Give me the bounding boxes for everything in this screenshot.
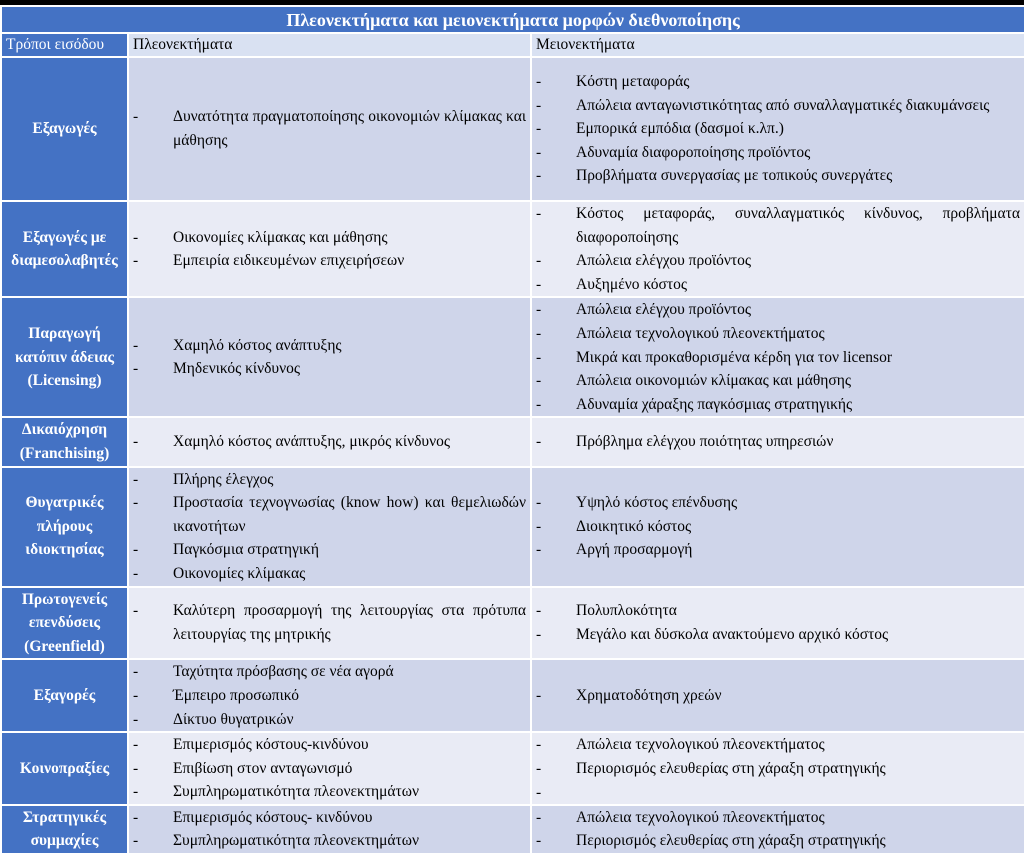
list-item <box>129 829 530 853</box>
bullet-dash: - <box>133 108 139 126</box>
bullet-dash: - <box>536 252 542 270</box>
list-item-text: Δίκτυο θυγατρικών <box>173 710 294 728</box>
list-item-text: Αυξημένο κόστος <box>576 275 688 293</box>
list-item-text: Περιορισμός ελευθερίας στη χάραξη στρατηγικής <box>576 832 886 850</box>
list-item <box>129 249 530 273</box>
list-item <box>532 141 1024 165</box>
disadvantages-cell <box>531 587 1024 660</box>
list-item <box>532 623 1024 647</box>
list-item <box>532 164 1024 188</box>
advantages-list <box>129 660 530 731</box>
table-row <box>1 659 1024 732</box>
bullet-dash: - <box>536 759 542 777</box>
list-item-text: Οικονομίες κλίμακας και μάθησης <box>173 228 388 246</box>
bullet-dash: - <box>536 73 542 91</box>
list-item <box>532 781 1024 804</box>
list-item <box>532 538 1024 562</box>
bullet-dash: - <box>536 808 542 826</box>
list-item-text: Οικονομίες κλίμακας <box>173 564 306 582</box>
bullet-dash: - <box>133 808 139 826</box>
list-item-text: Επιμερισμός κόστους-κινδύνου <box>173 736 369 754</box>
advantages-cell <box>128 467 531 587</box>
bullet-dash: - <box>133 336 139 354</box>
list-item-text: Χρηματοδότηση χρεών <box>576 686 722 704</box>
entry-mode-cell: Εξαγωγές με διαμεσολαβητές <box>1 201 128 297</box>
list-item <box>129 105 530 152</box>
list-item <box>129 780 530 804</box>
disadvantages-list <box>532 298 1024 416</box>
advantages-cell <box>128 297 531 417</box>
bullet-dash: - <box>133 252 139 270</box>
entry-mode-cell: Εξαγωγές <box>1 57 128 201</box>
advantages-list <box>129 430 530 454</box>
list-item <box>532 684 1024 708</box>
list-item <box>532 346 1024 370</box>
list-item <box>532 202 1024 249</box>
list-item-text: Αργή προσαρμογή <box>576 541 693 559</box>
list-item-text: Ταχύτητα πρόσβασης σε νέα αγορά <box>173 663 394 681</box>
bullet-dash: - <box>133 783 139 801</box>
header-advantages: Πλεονεκτήματα <box>128 33 531 57</box>
list-item-text: Απώλεια τεχνολογικού πλεονεκτήματος <box>576 324 825 342</box>
bullet-dash: - <box>133 433 139 451</box>
list-item <box>129 708 530 732</box>
bullet-dash: - <box>536 167 542 185</box>
bullet-dash: - <box>133 686 139 704</box>
list-item-text: Απώλεια οικονομιών κλίμακας και μάθησης <box>576 372 852 390</box>
list-item-text: Απώλεια ελέγχου προϊόντος <box>576 252 751 270</box>
bullet-dash: - <box>133 360 139 378</box>
bullet-dash: - <box>536 541 542 559</box>
list-item <box>129 599 530 646</box>
entry-mode-cell: Κοινοπραξίες <box>1 732 128 805</box>
list-item <box>532 273 1024 297</box>
advantages-cell <box>128 201 531 297</box>
table-row <box>1 57 1024 201</box>
advantages-cell <box>128 805 531 854</box>
advantages-list <box>129 733 530 804</box>
bullet-dash: - <box>133 470 139 488</box>
advantages-list <box>129 226 530 273</box>
header-disadvantages: Μειονεκτήματα <box>531 33 1024 57</box>
list-item <box>129 806 530 830</box>
disadvantages-list <box>532 806 1024 853</box>
bullet-dash: - <box>536 832 542 850</box>
bullet-dash: - <box>133 541 139 559</box>
bullet-dash: - <box>133 564 139 582</box>
disadvantages-cell <box>531 805 1024 854</box>
list-item-text: Εμπειρία ειδικευμένων επιχειρήσεων <box>173 252 405 270</box>
list-item-text: Καλύτερη προσαρμογή της λειτουργίας στα πρότυπα λειτουργίας της μητρικής <box>173 602 526 643</box>
list-item-text: Επιμερισμός κόστους- κινδύνου <box>173 808 373 826</box>
list-item <box>532 599 1024 623</box>
list-item-text: Εμπορικά εμπόδια (δασμοί κ.λπ.) <box>576 120 784 138</box>
bullet-dash: - <box>536 395 542 413</box>
list-item-text: Πλήρης έλεγχος <box>173 470 274 488</box>
list-item-text: Προστασία τεχνογνωσίας (know how) και θεμελιωδών ικανοτήτων <box>173 494 526 535</box>
bullet-dash: - <box>133 710 139 728</box>
list-item-text: Δυνατότητα πραγματοποίησης οικονομιών κλίμακας και μάθησης <box>173 108 526 149</box>
list-item <box>532 491 1024 515</box>
list-item <box>532 430 1024 454</box>
table-body <box>1 6 1024 854</box>
list-item-text: Χαμηλό κόστος ανάπτυξης <box>173 336 342 354</box>
entry-mode-cell: Θυγατρικές πλήρους ιδιοκτησίας <box>1 467 128 587</box>
advantages-cell <box>128 417 531 466</box>
bullet-dash: - <box>133 759 139 777</box>
bullet-dash: - <box>133 663 139 681</box>
advantages-cell <box>128 57 531 201</box>
table-row <box>1 467 1024 587</box>
list-item <box>532 757 1024 781</box>
disadvantages-list <box>532 202 1024 296</box>
entry-mode-cell: Στρατηγικές συμμαχίες <box>1 805 128 854</box>
list-item-text: Διοικητικό κόστος <box>576 517 692 535</box>
bullet-dash: - <box>133 736 139 754</box>
bullet-dash: - <box>536 686 542 704</box>
list-item <box>129 684 530 708</box>
list-item-text: Απώλεια τεχνολογικού πλεονεκτήματος <box>576 736 825 754</box>
bullet-dash: - <box>536 372 542 390</box>
bullet-dash: - <box>133 494 139 512</box>
list-item-text: Προβλήματα συνεργασίας με τοπικούς συνεργάτες <box>576 167 893 185</box>
list-item <box>129 334 530 358</box>
list-item <box>532 249 1024 273</box>
entry-mode-cell: Παραγωγή κατόπιν άδειας (Licensing) <box>1 297 128 417</box>
list-item <box>129 430 530 454</box>
bullet-dash: - <box>536 275 542 293</box>
entry-mode-cell: Δικαιόχρηση (Franchising) <box>1 417 128 466</box>
list-item-text: Απώλεια ανταγωνιστικότητας από συναλλαγματικές διακυμάνσεις <box>576 96 990 114</box>
advantages-cell <box>128 659 531 732</box>
list-item <box>129 491 530 538</box>
list-item <box>129 757 530 781</box>
list-item-text: Επιβίωση στον ανταγωνισμό <box>173 759 353 777</box>
advantages-list <box>129 105 530 152</box>
list-item <box>532 322 1024 346</box>
list-item <box>129 562 530 586</box>
list-item <box>532 393 1024 417</box>
list-item-text: Αδυναμία χάραξης παγκόσμιας στρατηγικής <box>576 395 853 413</box>
list-item <box>532 298 1024 322</box>
bullet-dash: - <box>133 832 139 850</box>
list-item <box>129 660 530 684</box>
disadvantages-cell <box>531 659 1024 732</box>
disadvantages-cell <box>531 732 1024 805</box>
list-item <box>532 369 1024 393</box>
list-item <box>532 733 1024 757</box>
disadvantages-cell <box>531 57 1024 201</box>
table-row <box>1 417 1024 466</box>
disadvantages-cell <box>531 297 1024 417</box>
entry-mode-cell: Πρωτογενείς επενδύσεις (Greenfield) <box>1 587 128 660</box>
list-item-text: Υψηλό κόστος επένδυσης <box>576 494 738 512</box>
list-item <box>532 515 1024 539</box>
table-row <box>1 732 1024 805</box>
list-item <box>129 538 530 562</box>
list-item-text: Απώλεια τεχνολογικού πλεονεκτήματος <box>576 808 825 826</box>
list-item <box>532 70 1024 94</box>
bullet-dash: - <box>536 602 542 620</box>
list-item-text: Κόστος μεταφοράς, συναλλαγματικός κίνδυνος, προβλήματα διαφοροποίησης <box>576 205 1021 246</box>
bullet-dash: - <box>536 783 542 801</box>
header-entry-modes: Τρόποι εισόδου <box>1 33 128 57</box>
bullet-dash: - <box>536 625 542 643</box>
list-item-text: Περιορισμός ελευθερίας στη χάραξη στρατηγικής <box>576 759 886 777</box>
list-item-text: Αδυναμία διαφοροποίησης προϊόντος <box>576 143 811 161</box>
bullet-dash: - <box>536 517 542 535</box>
list-item <box>129 468 530 492</box>
disadvantages-list <box>532 70 1024 188</box>
disadvantages-cell <box>531 417 1024 466</box>
bullet-dash: - <box>536 736 542 754</box>
bullet-dash: - <box>536 348 542 366</box>
table-row <box>1 587 1024 660</box>
list-item-text: Έμπειρο προσωπικό <box>173 686 300 704</box>
list-item-text: Απώλεια ελέγχου προϊόντος <box>576 301 751 319</box>
bullet-dash: - <box>133 228 139 246</box>
advantages-list <box>129 599 530 646</box>
bullet-dash: - <box>536 324 542 342</box>
list-item-text: Κόστη μεταφοράς <box>576 73 690 91</box>
list-item-text: Πρόβλημα ελέγχου ποιότητας υπηρεσιών <box>576 433 834 451</box>
list-item-text: Πολυπλοκότητα <box>576 602 677 620</box>
list-item <box>129 733 530 757</box>
list-item-text: Παγκόσμια στρατηγική <box>173 541 319 559</box>
bullet-dash: - <box>133 602 139 620</box>
disadvantages-list <box>532 733 1024 803</box>
entry-mode-cell: Εξαγορές <box>1 659 128 732</box>
bullet-dash: - <box>536 143 542 161</box>
list-item <box>532 829 1024 853</box>
list-item-text: Μηδενικός κίνδυνος <box>173 360 300 378</box>
bullet-dash: - <box>536 96 542 114</box>
header-row <box>1 33 1024 57</box>
disadvantages-list <box>532 491 1024 562</box>
advantages-list <box>129 806 530 853</box>
list-item <box>532 117 1024 141</box>
bullet-dash: - <box>536 120 542 138</box>
advantages-list <box>129 468 530 586</box>
table-title: Πλεονεκτήματα και μειονεκτήματα μορφών διεθνοποίησης <box>1 6 1024 33</box>
list-item-text: Μικρά και προκαθορισμένα κέρδη για τον licensor <box>576 348 892 366</box>
list-item <box>532 94 1024 118</box>
disadvantages-cell <box>531 201 1024 297</box>
advantages-cell <box>128 732 531 805</box>
disadvantages-cell <box>531 467 1024 587</box>
list-item <box>129 357 530 381</box>
table-row <box>1 805 1024 854</box>
advantages-cell <box>128 587 531 660</box>
list-item-text: Μεγάλο και δύσκολα ανακτούμενο αρχικό κόστος <box>576 625 889 643</box>
advantages-list <box>129 334 530 381</box>
title-row <box>1 6 1024 33</box>
list-item-text: Συμπληρωματικότητα πλεονεκτημάτων <box>173 832 419 850</box>
bullet-dash: - <box>536 433 542 451</box>
list-item <box>532 806 1024 830</box>
disadvantages-list <box>532 430 1024 454</box>
comparison-table <box>0 5 1024 855</box>
list-item <box>129 226 530 250</box>
table-row <box>1 297 1024 417</box>
table-row <box>1 201 1024 297</box>
disadvantages-list <box>532 599 1024 646</box>
disadvantages-list <box>532 684 1024 708</box>
list-item-text: Χαμηλό κόστος ανάπτυξης, μικρός κίνδυνος <box>173 433 450 451</box>
list-item-text: Συμπληρωματικότητα πλεονεκτημάτων <box>173 783 419 801</box>
bullet-dash: - <box>536 494 542 512</box>
bullet-dash: - <box>536 301 542 319</box>
bullet-dash: - <box>536 205 542 222</box>
